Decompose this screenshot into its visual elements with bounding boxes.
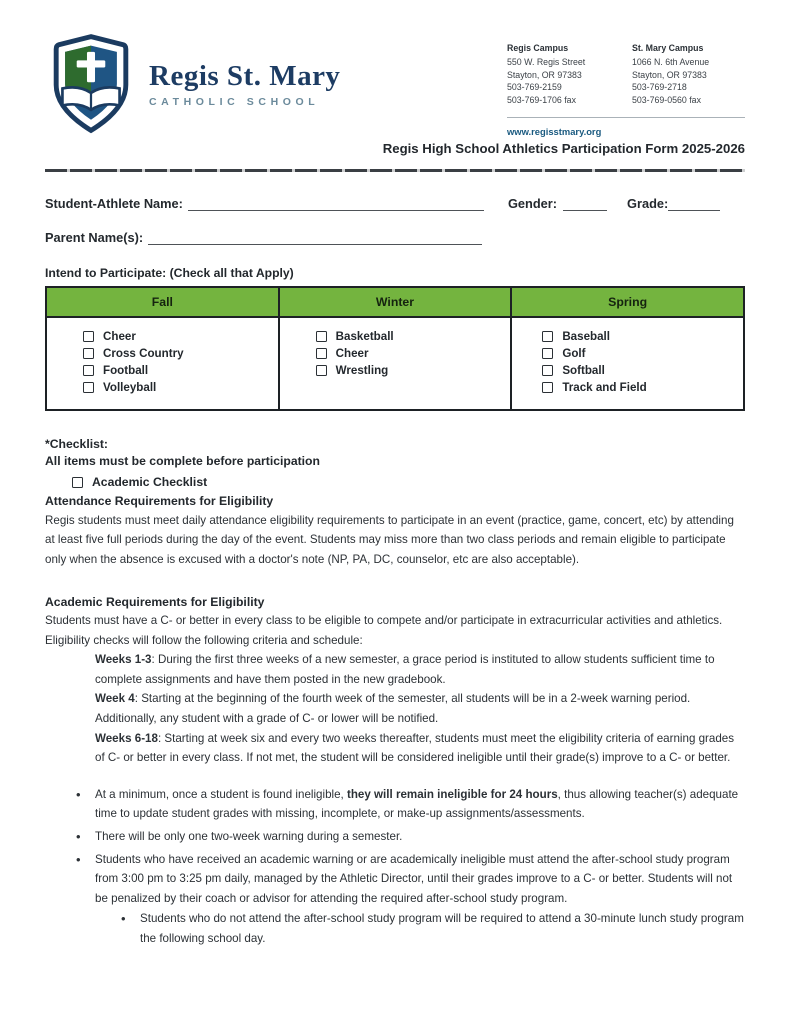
sport-label: Football <box>103 363 149 377</box>
form-header <box>45 34 745 139</box>
school-logo <box>45 34 340 134</box>
schedule-text: : During the first three weeks of a new semester, a grace period is instituted to allow students sufficient time to complete assignments and have them posted in the new gradebook. <box>95 653 715 686</box>
student-name-label: Student-Athlete Name: <box>45 195 183 211</box>
form-title: Regis High School Athletics Participation Form 2025-2026 <box>382 140 745 156</box>
school-website: www.regisstmary.org <box>507 125 602 137</box>
academic-intro: Students must have a C- or better in every class to be eligible to compete and/or participate in extracurricular activities and athletics. Eligibility checks will follow the following criteria and schedule: <box>45 614 723 647</box>
student-info-row <box>45 196 745 211</box>
sport-option-cheer-winter <box>316 347 507 360</box>
bullet-item-after-school-program <box>95 850 745 949</box>
grade-label: Grade: <box>627 195 669 211</box>
participation-heading: Intend to Participate: (Check all that Apply) <box>45 265 294 280</box>
sport-option-cheer-fall <box>83 330 274 343</box>
checkbox-icon[interactable] <box>316 348 327 359</box>
campus-info-regis <box>507 42 619 107</box>
header-divider <box>507 117 745 118</box>
sport-label: Basketball <box>335 329 394 343</box>
sport-option-golf <box>542 347 739 360</box>
eligibility-schedule <box>95 650 745 768</box>
season-header-spring: Spring <box>511 287 744 317</box>
sport-option-cross-country <box>83 347 274 360</box>
bullet-item-one-warning <box>95 827 745 847</box>
checklist-section <box>45 436 745 492</box>
sport-option-softball <box>542 364 739 377</box>
schedule-weeks-6-18 <box>95 729 745 768</box>
sport-option-football <box>83 364 274 377</box>
checkbox-icon[interactable] <box>83 348 94 359</box>
fall-sports-cell <box>46 317 279 410</box>
campus-info-stmary <box>632 42 744 107</box>
sport-label: Volleyball <box>103 380 157 394</box>
checkbox-icon[interactable] <box>542 348 553 359</box>
sport-option-baseball <box>542 330 739 343</box>
sports-row <box>46 317 744 410</box>
student-name-field[interactable] <box>188 196 484 211</box>
sport-option-volleyball <box>83 381 274 394</box>
eligibility-bullets <box>45 785 745 949</box>
campus-address-line: Stayton, OR 97383 <box>507 69 582 80</box>
sport-label: Cheer <box>103 329 136 343</box>
checklist-heading: *Checklist: <box>45 436 108 451</box>
checkbox-icon[interactable] <box>83 382 94 393</box>
bullet-text: There will be only one two-week warning during a semester. <box>95 830 403 843</box>
checkbox-icon[interactable] <box>316 331 327 342</box>
school-crest-icon <box>45 34 137 134</box>
grade-field[interactable] <box>668 196 720 211</box>
schedule-label: Weeks 6-18 <box>95 731 158 745</box>
sport-label: Softball <box>562 363 605 377</box>
campus-address-line: 550 W. Regis Street <box>507 56 586 67</box>
academic-section <box>45 594 745 768</box>
attendance-paragraph: Regis students must meet daily attendance eligibility requirements to participate in an event (practice, game, concert, etc) by attending at least five full periods during the day of the event. Students may miss more than two class periods and remain eligible to participate only when the absence is excused with a doctor's note (NP, PA, DC, counselor, etc are also acceptable). <box>45 513 734 566</box>
schedule-text: : Starting at week six and every two weeks thereafter, students must meet the eligibility criteria of earning grades of C- or better in every class. If not met, the student will be considered ineligible until their grade(s) improve to a C- or better. <box>95 731 735 765</box>
bullet-item-ineligible-24-hours <box>95 785 745 824</box>
separator-line <box>45 169 745 172</box>
sport-label: Baseball <box>562 329 611 343</box>
academic-checklist-option <box>72 474 745 492</box>
parent-info-row <box>45 230 745 245</box>
campus-name: St. Mary Campus <box>632 43 704 53</box>
sport-label: Track and Field <box>562 380 647 394</box>
checkbox-icon[interactable] <box>542 382 553 393</box>
academic-heading: Academic Requirements for Eligibility <box>45 594 265 609</box>
checkbox-icon[interactable] <box>83 365 94 376</box>
season-header-winter: Winter <box>279 287 512 317</box>
schedule-label: Week 4 <box>95 692 135 706</box>
sport-option-wrestling <box>316 364 507 377</box>
attendance-heading: Attendance Requirements for Eligibility <box>45 494 274 509</box>
attendance-section <box>45 493 745 569</box>
sport-label: Cheer <box>335 346 369 360</box>
parent-name-field[interactable] <box>148 230 482 245</box>
sport-option-track-and-field <box>542 381 739 394</box>
season-header-row <box>46 287 744 317</box>
sport-label: Wrestling <box>335 363 389 377</box>
schedule-text: : Starting at the beginning of the fourth week of the semester, all students will be in a 2-week warning period. Additionally, any student with a grade of C- or lower will be notified. <box>95 692 691 726</box>
checklist-subtitle: All items must be complete before participation <box>45 454 320 469</box>
schedule-week-4 <box>95 689 745 728</box>
schedule-label: Weeks 1-3 <box>95 653 152 667</box>
campus-fax: 503-769-1706 fax <box>507 95 576 106</box>
participation-table <box>45 286 745 411</box>
spring-sports-cell <box>511 317 744 410</box>
checkbox-icon[interactable] <box>542 331 553 342</box>
checkbox-icon[interactable] <box>542 365 553 376</box>
winter-sports-cell <box>279 317 512 410</box>
gender-field[interactable] <box>563 196 607 211</box>
sub-bullet-item-lunch-program <box>140 909 745 948</box>
bullet-text: Students who have received an academic warning or are academically ineligible must attend the after-school study program from 3:00 pm to 3:25 pm daily, managed by the Athletic Director, until their grades improve to a C- or better. Students will not be penalized by their coach or advisor for attending the required after-school study program. <box>95 852 733 905</box>
sport-label: Golf <box>562 346 586 360</box>
school-subtitle: CATHOLIC SCHOOL <box>149 96 320 108</box>
sport-option-basketball <box>316 330 507 343</box>
campus-info-block <box>507 42 745 139</box>
bullet-text: Students who do not attend the after-school study program will be required to attend a 30-minute lunch study program the following school day. <box>140 912 744 945</box>
campus-phone: 503-769-2718 <box>632 82 687 93</box>
academic-checklist-label: Academic Checklist <box>92 474 208 489</box>
campus-fax: 503-769-0560 fax <box>632 95 701 106</box>
checkbox-icon[interactable] <box>83 331 94 342</box>
campus-name: Regis Campus <box>507 43 569 53</box>
checkbox-icon[interactable] <box>72 477 83 488</box>
checkbox-icon[interactable] <box>316 365 327 376</box>
campus-address-line: Stayton, OR 97383 <box>632 69 707 80</box>
parent-name-label: Parent Name(s): <box>45 229 144 245</box>
sport-label: Cross Country <box>103 346 184 360</box>
school-wordmark <box>149 60 340 108</box>
sub-bullets <box>95 909 745 948</box>
gender-label: Gender: <box>507 195 558 211</box>
bullet-text: , thus allowing teacher(s) adequate time to update student grades with missing, incomplete, or make-up assignments/assessments. <box>95 787 739 821</box>
bullet-bold-text: they will remain ineligible for 24 hours <box>346 787 558 801</box>
season-header-fall: Fall <box>46 287 279 317</box>
school-name: Regis St. Mary <box>149 60 341 92</box>
schedule-weeks-1-3 <box>95 650 745 689</box>
bullet-text: At a minimum, once a student is found ineligible, <box>95 787 347 801</box>
campus-address-line: 1066 N. 6th Avenue <box>632 56 710 67</box>
campus-phone: 503-769-2159 <box>507 82 562 93</box>
